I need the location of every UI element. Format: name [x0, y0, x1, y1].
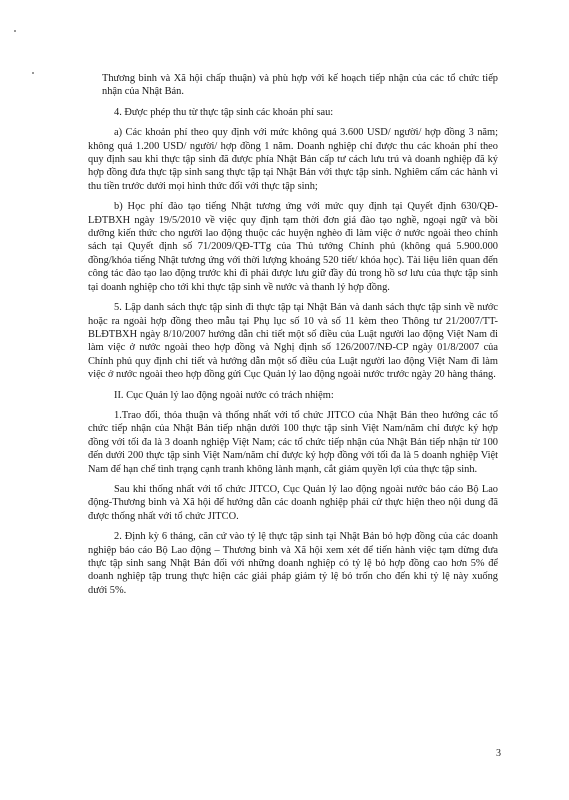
section-2-item-1-followup: Sau khi thống nhất với tổ chức JITCO, Cục Quản lý lao động ngoài nước báo cáo Bộ Lao động-Thương binh và Xã hội để hướng dẫn các doanh nghiệp phải cử thực hiện theo nội dung đã được thống nhất với tổ chức JITCO. [88, 483, 498, 522]
item-4-heading: 4. Được phép thu từ thực tập sinh các khoản phí sau: [114, 106, 334, 118]
item-4b-paragraph: b) Học phí đào tạo tiếng Nhật tương ứng với mức quy định tại Quyết định 630/QĐ-LĐTBXH ngày 19/5/2010 về việc quy định tạm thời đơn giá đào tạo nghề, ngoại ngữ và bồi dưỡng kiến thức cho người lao động thuộc các huyện nghèo đi làm việc ở nước ngoài theo chính sách tại Quyết định số 71/2009/QĐ-TTg của Thủ tướng Chính phủ (không quá 5.900.000 đồng/khóa tiếng Nhật tương ứng với thời lượng khoảng 520 tiết/ khóa học). Tài liệu liên quan đến công tác đào tạo lao động trước khi đi phải được lưu giữ đầy đủ trong hồ sơ lưu của thực tập sinh tại doanh nghiệp cho tới khi thực tập sinh về nước và thanh lý hợp đồng. [88, 201, 498, 293]
scan-speck [32, 72, 34, 74]
scan-speck [14, 30, 16, 32]
section-2-item-1: 1.Trao đổi, thỏa thuận và thống nhất với tổ chức JITCO của Nhật Bản theo hướng các tổ chức tiếp nhận của Nhật Bản tiếp nhận dưới 100 thực tập sinh Việt Nam/năm chỉ được ký hợp đồng với tối đa là 3 doanh nghiệp Việt Nam; các tổ chức tiếp nhận của Nhật Bản tiếp nhận từ 100 đến dưới 200 thực tập sinh Việt Nam/năm chỉ được ký hợp đồng với tối đa là 5 doanh nghiệp Việt Nam để hạn chế tình trạng cạnh tranh không lành mạnh, cắt giảm quyền lợi của thực tập sinh. [88, 409, 498, 475]
item-4a-paragraph: a) Các khoản phí theo quy định với mức không quá 3.600 USD/ người/ hợp đồng 3 năm; không quá 1.200 USD/ người/ hợp đồng 1 năm. Doanh nghiệp chỉ được thu các khoản phí theo quy định sau khi thực tập sinh đã được phía Nhật Bản cấp tư cách lưu trú và doanh nghiệp đã ký hợp đồng đưa thực tập sinh sang thực tập tại Nhật Bản với thực tập sinh. Nghiêm cấm các hành vi thu tiền trước dưới mọi hình thức đối với thực tập sinh; [88, 127, 498, 192]
section-2-heading: II. Cục Quản lý lao động ngoài nước có trách nhiệm: [114, 389, 334, 401]
paragraph-continuation: Thương binh và Xã hội chấp thuận) và phù hợp với kế hoạch tiếp nhận của các tổ chức tiếp nhận của Nhật Bản. [102, 73, 498, 98]
document-body [88, 72, 498, 597]
item-5-paragraph: 5. Lập danh sách thực tập sinh đi thực tập tại Nhật Bản và danh sách thực tập sinh về nước hoặc ra ngoài hợp đồng theo mẫu tại Phụ lục số 10 và số 11 kèm theo Thông tư 21/2007/TT-BLĐTBXH ngày 8/10/2007 hướng dẫn chi tiết một số điều của Luật người lao động Việt Nam đi làm việc ở nước ngoài theo hợp đồng và Nghị định số 126/2007/NĐ-CP ngày 01/8/2007 của Chính phủ quy định chi tiết và hướng dẫn một số điều của Luật người lao động Việt Nam đi làm việc ở nước ngoài theo hợp đồng gửi Cục Quản lý lao động ngoài nước trước ngày 20 hàng tháng. [88, 302, 498, 381]
section-2-item-2: 2. Định kỳ 6 tháng, căn cứ vào tỷ lệ thực tập sinh tại Nhật Bản bỏ hợp đồng của các doanh nghiệp báo cáo Bộ Lao động – Thương binh và Xã hội xem xét để tiến hành việc tạm dừng đưa thực tập sinh sang Nhật Bản đối với những doanh nghiệp có tỷ lệ bỏ hợp đồng cao hơn 5% để doanh nghiệp tập trung thực hiện các giải pháp giảm tỷ lệ bỏ trốn cho đến khi tỷ lệ này xuống dưới 5%. [88, 531, 498, 596]
page-number: 3 [496, 748, 501, 759]
